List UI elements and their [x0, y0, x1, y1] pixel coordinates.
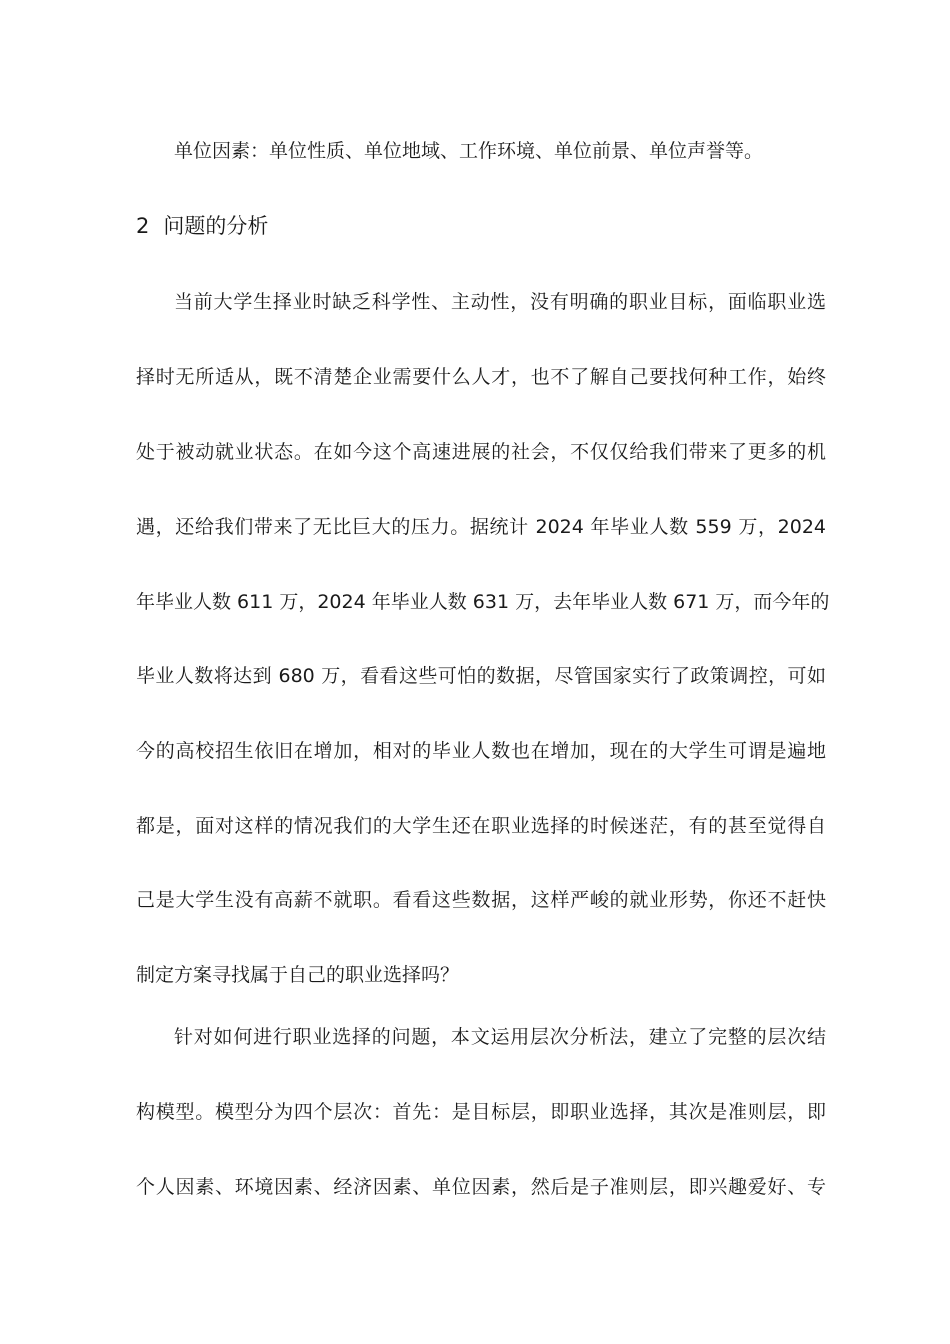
paragraph-line: 当前大学生择业时缺乏科学性、主动性，没有明确的职业目标，面临职业选	[174, 291, 826, 313]
paragraph-line: 都是，面对这样的情况我们的大学生还在职业选择的时候迷茫，有的甚至觉得自	[136, 815, 826, 837]
section-title: 问题的分析	[163, 214, 269, 238]
paragraph-line: 今的高校招生依旧在增加，相对的毕业人数也在增加，现在的大学生可谓是遍地	[136, 740, 826, 762]
paragraph-line: 遇，还给我们带来了无比巨大的压力。据统计 2024 年毕业人数 559 万，2024	[136, 516, 826, 538]
paragraph-line: 择时无所适从，既不清楚企业需要什么人才，也不了解自己要找何种工作，始终	[136, 366, 826, 388]
paragraph-line: 构模型。模型分为四个层次：首先：是目标层，即职业选择，其次是准则层，即	[136, 1101, 826, 1123]
paragraph-line: 针对如何进行职业选择的问题，本文运用层次分析法，建立了完整的层次结	[174, 1026, 826, 1048]
intro-line: 单位因素：单位性质、单位地域、工作环境、单位前景、单位声誉等。	[174, 140, 764, 162]
paragraph-line: 毕业人数将达到 680 万，看看这些可怕的数据，尽管国家实行了政策调控，可如	[136, 665, 826, 687]
section-heading	[136, 212, 268, 240]
paragraph-line: 己是大学生没有高薪不就职。看看这些数据，这样严峻的就业形势，你还不赶快	[136, 889, 826, 911]
section-number: 2	[136, 214, 150, 238]
paragraph-line: 处于被动就业状态。在如今这个高速进展的社会，不仅仅给我们带来了更多的机	[136, 441, 826, 463]
paragraph-line: 个人因素、环境因素、经济因素、单位因素，然后是子准则层，即兴趣爱好、专	[136, 1176, 826, 1198]
paragraph-line: 制定方案寻找属于自己的职业选择吗？	[136, 964, 460, 986]
paragraph-line: 年毕业人数 611 万，2024 年毕业人数 631 万，去年毕业人数 671 万，而今年的	[136, 591, 830, 613]
